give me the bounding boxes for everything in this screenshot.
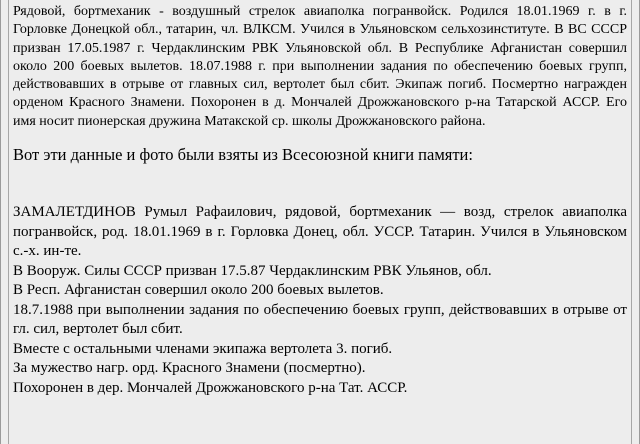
record-line: В Респ. Афганистан совершил около 200 боевых вылетов. [13, 282, 384, 299]
record-line: 18.7.1988 при выполнении задания по обеспечению боевых групп, действовавших в отрыве от гл. сил, вертолет был сбит. [13, 301, 627, 338]
memory-book-record [13, 203, 627, 398]
record-line: За мужество нагр. орд. Красного Знамени (посмертно). [13, 360, 366, 377]
left-frame-line [8, 0, 9, 444]
content-area [13, 0, 627, 398]
source-heading: Вот эти данные и фото были взяты из Всесоюзной книги памяти: [13, 145, 473, 165]
record-line: Похоронен в дер. Мончалей Дрожжановского р-на Тат. АССР. [13, 379, 408, 396]
record-line: В Вооруж. Силы СССР призван 17.5.87 Чердаклинским РВК Ульянов, обл. [13, 262, 492, 279]
right-frame-line [631, 0, 632, 444]
record-intro: ЗАМАЛЕТДИНОВ Румыл Рафаилович, рядовой, бортмеханик — возд, стрелок авиаполка погранвойск, род. 18.01.1969 в г. Горловка Донец, обл. УССР. Татарин. Учился в Ульяновском с.-х. ин-те. [13, 204, 627, 260]
biography-paragraph: Рядовой, бортмеханик - воздушный стрелок авиаполка погранвойск. Родился 18.01.1969 г. в г. Горловке Донецкой обл., татарин, чл. ВЛКСМ. Учился в Ульяновском сельхозинституте. В ВС СССР призван 17.05.1987 г. Чердаклинским РВК Ульяновской обл. В Республике Афганистан совершил около 200 боевых вылетов. 18.07.1988 г. при выполнении задания по обеспечению боевых групп, действовавших в отрыве от главных сил, вертолет был сбит. Экипаж погиб. Посмертно награжден орденом Красного Знамени. Похоронен в д. Мончалей Дрожжановского р-на Татарской АССР. Его имя носит пионерская дружина Матакской ср. школы Дрожжановского района. [13, 4, 627, 129]
record-line: Вместе с остальными членами экипажа вертолета 3. погиб. [13, 340, 393, 357]
